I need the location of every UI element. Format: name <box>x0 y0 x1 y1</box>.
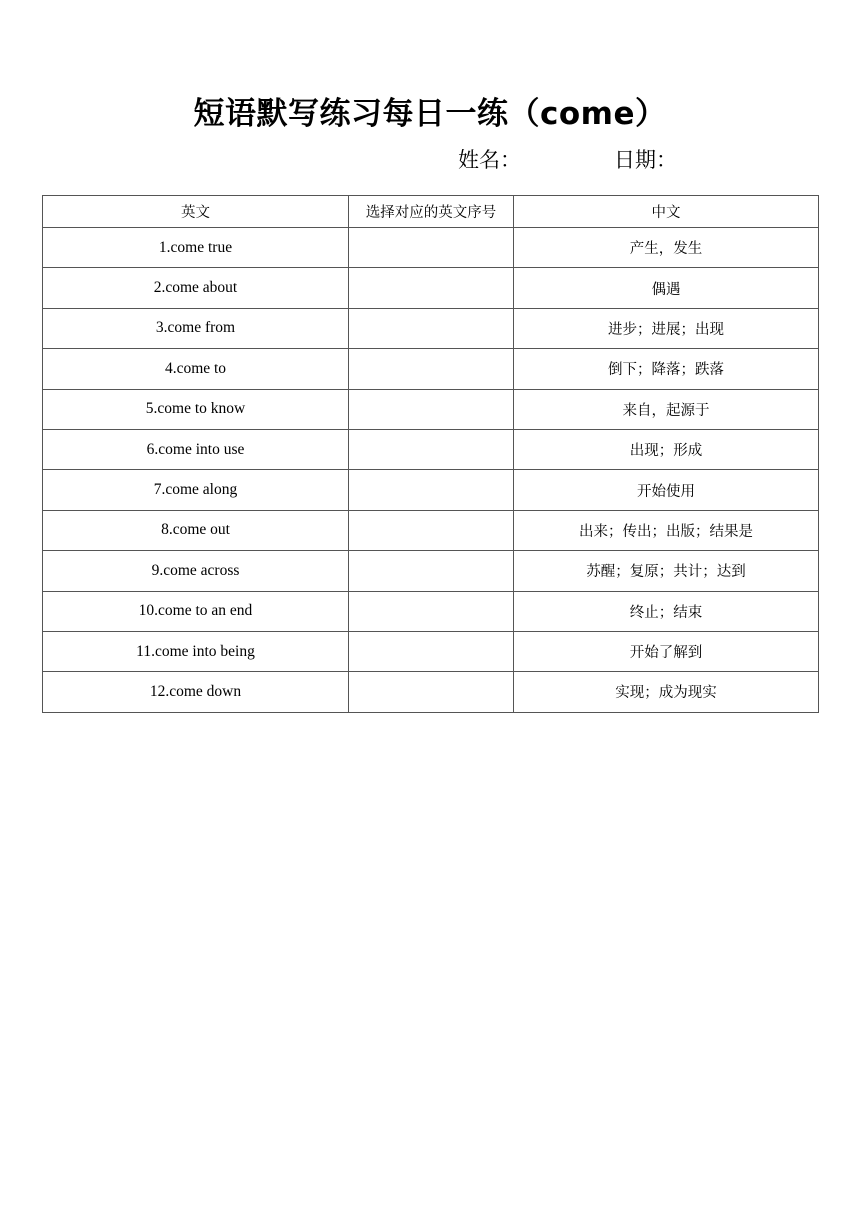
english-phrase: 10.come to an end <box>43 591 349 631</box>
english-phrase: 8.come out <box>43 510 349 550</box>
phrase-table <box>42 195 819 713</box>
page-title: 短语默写练习每日一练（come） <box>193 96 667 132</box>
chinese-meaning: 开始了解到 <box>514 631 819 671</box>
english-phrase: 7.come along <box>43 470 349 510</box>
answer-cell[interactable] <box>349 470 514 510</box>
chinese-meaning: 来自，起源于 <box>514 389 819 429</box>
chinese-meaning: 进步；进展；出现 <box>514 308 819 348</box>
answer-cell[interactable] <box>349 268 514 308</box>
table-row <box>43 228 819 268</box>
table-row <box>43 672 819 712</box>
chinese-meaning: 终止；结束 <box>514 591 819 631</box>
chinese-meaning: 产生，发生 <box>514 228 819 268</box>
answer-cell[interactable] <box>349 429 514 469</box>
chinese-meaning: 出来；传出；出版；结果是 <box>514 510 819 550</box>
answer-cell[interactable] <box>349 551 514 591</box>
chinese-meaning: 实现；成为现实 <box>514 672 819 712</box>
chinese-meaning: 出现；形成 <box>514 429 819 469</box>
english-phrase: 3.come from <box>43 308 349 348</box>
answer-cell[interactable] <box>349 349 514 389</box>
english-phrase: 4.come to <box>43 349 349 389</box>
table-header-row <box>43 196 819 228</box>
table-row <box>43 631 819 671</box>
chinese-meaning: 偶遇 <box>514 268 819 308</box>
answer-cell[interactable] <box>349 672 514 712</box>
table-row <box>43 510 819 550</box>
header-english: 英文 <box>43 196 349 228</box>
table-row <box>43 591 819 631</box>
header-answer-number: 选择对应的英文序号 <box>349 196 514 228</box>
english-phrase: 9.come across <box>43 551 349 591</box>
table-row <box>43 308 819 348</box>
english-phrase: 6.come into use <box>43 429 349 469</box>
english-phrase: 2.come about <box>43 268 349 308</box>
chinese-meaning: 苏醒；复原；共计；达到 <box>514 551 819 591</box>
table-row <box>43 389 819 429</box>
table-row <box>43 470 819 510</box>
english-phrase: 12.come down <box>43 672 349 712</box>
answer-cell[interactable] <box>349 228 514 268</box>
table-row <box>43 429 819 469</box>
english-phrase: 11.come into being <box>43 631 349 671</box>
chinese-meaning: 倒下；降落；跌落 <box>514 349 819 389</box>
table-row <box>43 268 819 308</box>
answer-cell[interactable] <box>349 631 514 671</box>
header-chinese: 中文 <box>514 196 819 228</box>
name-date-line <box>458 144 677 176</box>
answer-cell[interactable] <box>349 591 514 631</box>
answer-cell[interactable] <box>349 389 514 429</box>
table-row <box>43 551 819 591</box>
answer-cell[interactable] <box>349 308 514 348</box>
date-label: 日期： <box>614 148 677 172</box>
english-phrase: 5.come to know <box>43 389 349 429</box>
english-phrase: 1.come true <box>43 228 349 268</box>
name-label: 姓名： <box>458 148 521 172</box>
answer-cell[interactable] <box>349 510 514 550</box>
chinese-meaning: 开始使用 <box>514 470 819 510</box>
table-row <box>43 349 819 389</box>
